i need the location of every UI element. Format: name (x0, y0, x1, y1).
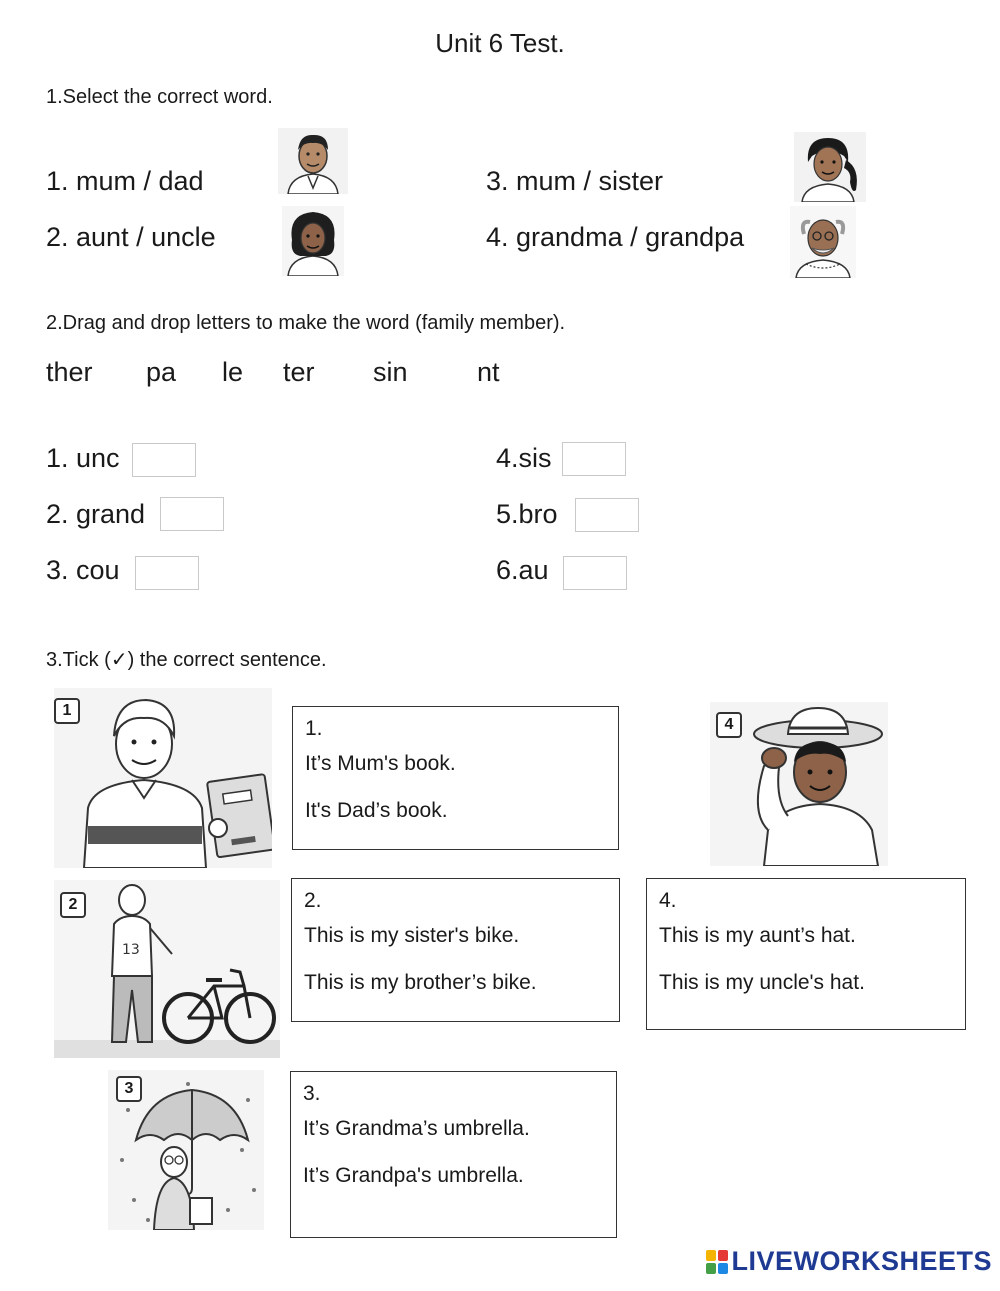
sentence-box-1 (292, 706, 619, 850)
sentence-box-1-number: 1. (305, 717, 323, 740)
sentence-option-2a[interactable]: This is my sister's bike. (304, 924, 520, 947)
aunt-portrait-image (282, 206, 344, 276)
letter-bank-item[interactable]: sin (373, 357, 408, 387)
page-title: Unit 6 Test. (435, 28, 565, 58)
liveworksheets-wordmark: LIVEWORKSHEETS (731, 1246, 992, 1276)
select-item-4[interactable]: 4. grandma / grandpa (486, 222, 745, 252)
fill-item-1-label: 1. unc (46, 443, 120, 473)
picture-badge-3: 3 (116, 1076, 142, 1102)
section-2-heading: 2.Drag and drop letters to make the word (family member). (46, 312, 566, 334)
boy-with-bike-image (54, 880, 280, 1058)
letter-bank-item[interactable]: ter (283, 357, 315, 387)
fill-item-2-label: 2. grand (46, 499, 146, 529)
section-3-heading: 3.Tick (✓) the correct sentence. (46, 649, 327, 671)
sentence-option-2b[interactable]: This is my brother’s bike. (304, 971, 537, 994)
drop-box-4[interactable] (562, 442, 626, 476)
liveworksheets-logo (706, 1246, 992, 1277)
liveworksheets-icon (706, 1250, 728, 1274)
drop-box-2[interactable] (160, 497, 224, 531)
sentence-option-3b[interactable]: It’s Grandpa's umbrella. (303, 1164, 524, 1187)
sentence-option-1a[interactable]: It’s Mum's book. (305, 752, 456, 775)
grandpa-portrait-image (790, 206, 856, 278)
drop-box-6[interactable] (563, 556, 627, 590)
sentence-box-2-number: 2. (304, 889, 322, 912)
picture-badge-4: 4 (716, 712, 742, 738)
drop-box-5[interactable] (575, 498, 639, 532)
fill-item-3-label: 3. cou (46, 555, 120, 585)
sentence-box-3-number: 3. (303, 1082, 321, 1105)
sentence-box-3 (290, 1071, 617, 1238)
sentence-option-4a[interactable]: This is my aunt’s hat. (659, 924, 856, 947)
sentence-box-4-number: 4. (659, 889, 677, 912)
sister-portrait-image (794, 132, 866, 202)
letter-bank-item[interactable]: le (222, 357, 244, 387)
letter-bank-item[interactable]: ther (46, 357, 93, 387)
picture-badge-2: 2 (60, 892, 86, 918)
dad-portrait-image (278, 128, 348, 194)
sentence-option-4b[interactable]: This is my uncle's hat. (659, 971, 865, 994)
drop-box-1[interactable] (132, 443, 196, 477)
sentence-box-2 (291, 878, 620, 1022)
select-item-2[interactable]: 2. aunt / uncle (46, 222, 216, 252)
section-1-heading: 1.Select the correct word. (46, 86, 273, 108)
fill-item-5-label: 5.bro (496, 499, 558, 529)
svg-text:13: 13 (122, 942, 140, 958)
drop-box-3[interactable] (135, 556, 199, 590)
fill-item-6-label: 6.au (496, 555, 549, 585)
fill-item-4-label: 4.sis (496, 443, 552, 473)
letter-bank-item[interactable]: pa (146, 357, 177, 387)
picture-badge-1: 1 (54, 698, 80, 724)
select-item-3[interactable]: 3. mum / sister (486, 166, 664, 196)
select-item-1[interactable]: 1. mum / dad (46, 166, 204, 196)
man-with-book-image (54, 688, 272, 868)
letter-bank-item[interactable]: nt (477, 357, 500, 387)
sentence-option-3a[interactable]: It’s Grandma’s umbrella. (303, 1117, 530, 1140)
sentence-box-4 (646, 878, 966, 1030)
sentence-option-1b[interactable]: It's Dad’s book. (305, 799, 448, 822)
